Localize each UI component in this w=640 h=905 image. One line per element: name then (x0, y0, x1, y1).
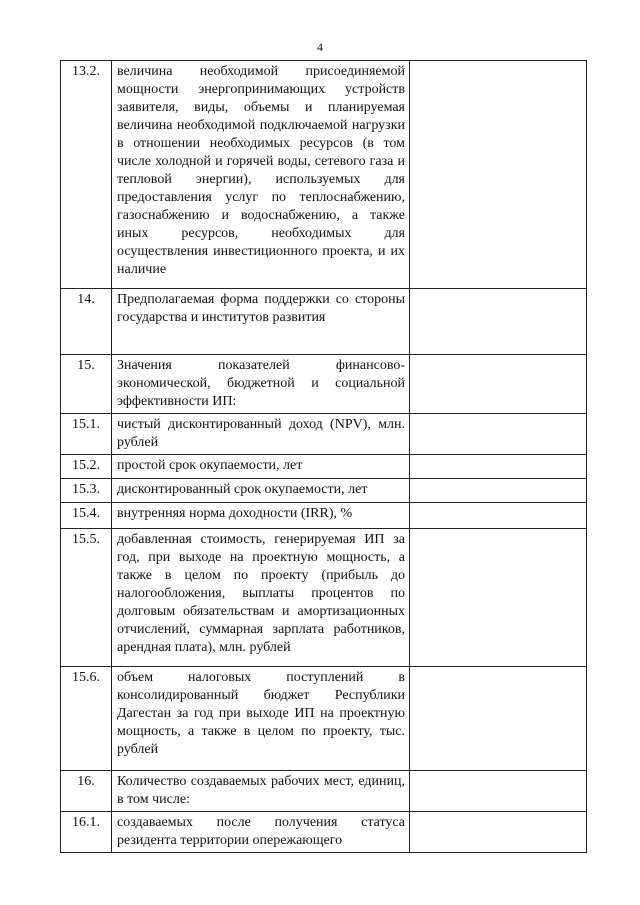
row-description: величина необходимой присоединяемой мощности энергопринимающих устройств заявителя, виды, объемы и планируемая величина необходимой подключаемой нагрузки в отношении необходимых ресурсов (в том числе холодной и горячей воды, сетевого газа и тепловой энергии), используемых для предоставления услуг по теплоснабжению, газоснабжению и водоснабжению, а также иных ресурсов, необходимых для осуществления инвестиционного проекта, и их наличие (112, 61, 410, 289)
row-number: 15.6. (61, 667, 112, 771)
row-number: 16.1. (61, 812, 112, 853)
row-description: дисконтированный срок окупаемости, лет (112, 479, 410, 503)
row-number: 13.2. (61, 61, 112, 289)
row-value-cell[interactable] (410, 289, 587, 355)
row-value-cell[interactable] (410, 812, 587, 853)
row-number: 15. (61, 355, 112, 414)
row-number: 15.5. (61, 529, 112, 667)
row-description: простой срок окупаемости, лет (112, 455, 410, 479)
row-value-cell[interactable] (410, 414, 587, 455)
row-description: внутренняя норма доходности (IRR), % (112, 503, 410, 529)
row-description: добавленная стоимость, генерируемая ИП за год, при выходе на проектную мощность, а также в целом по проекту (прибыль до налогообложения, выплаты процентов по долговым обязательствам и амортизационных отчислений, суммарная зарплата работников, арендная плата), млн. рублей (112, 529, 410, 667)
row-description: Значения показателей финансово-экономической, бюджетной и социальной эффективности ИП: (112, 355, 410, 414)
row-description: объем налоговых поступлений в консолидированный бюджет Республики Дагестан за год при выходе ИП на проектную мощность, а также в целом по проекту, тыс. рублей (112, 667, 410, 771)
table-row (61, 771, 587, 812)
row-value-cell[interactable] (410, 503, 587, 529)
table-row (61, 289, 587, 355)
row-number: 15.3. (61, 479, 112, 503)
page-number: 4 (317, 40, 323, 54)
row-number: 15.1. (61, 414, 112, 455)
application-form-table (60, 60, 587, 853)
row-value-cell[interactable] (410, 355, 587, 414)
table-row (61, 479, 587, 503)
row-description: чистый дисконтированный доход (NPV), млн. рублей (112, 414, 410, 455)
row-value-cell[interactable] (410, 479, 587, 503)
table-row (61, 455, 587, 479)
table-row (61, 414, 587, 455)
row-value-cell[interactable] (410, 667, 587, 771)
row-description: Предполагаемая форма поддержки со стороны государства и институтов развития (112, 289, 410, 355)
row-value-cell[interactable] (410, 529, 587, 667)
table-row (61, 503, 587, 529)
table-row (61, 529, 587, 667)
row-number: 15.2. (61, 455, 112, 479)
row-value-cell[interactable] (410, 455, 587, 479)
table-row (61, 355, 587, 414)
row-number: 16. (61, 771, 112, 812)
row-number: 15.4. (61, 503, 112, 529)
row-value-cell[interactable] (410, 61, 587, 289)
table-row (61, 812, 587, 853)
row-description: создаваемых после получения статуса резидента территории опережающего (112, 812, 410, 853)
table-row (61, 667, 587, 771)
row-number: 14. (61, 289, 112, 355)
row-description: Количество создаваемых рабочих мест, единиц, в том числе: (112, 771, 410, 812)
row-value-cell[interactable] (410, 771, 587, 812)
table-row (61, 61, 587, 289)
